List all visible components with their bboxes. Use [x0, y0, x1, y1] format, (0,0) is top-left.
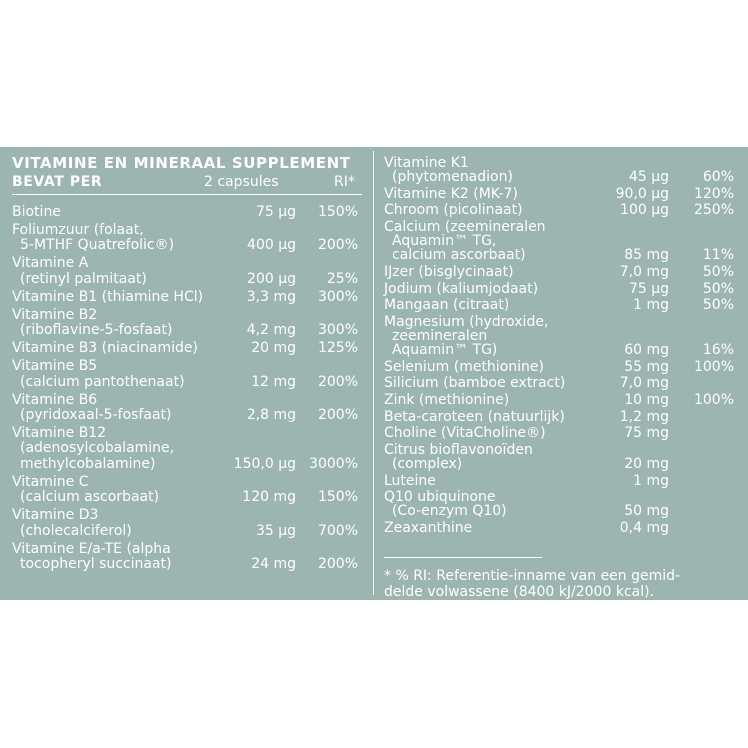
nutrient-ri: 200% [317, 237, 358, 254]
nutrient-amount: 200 µg [247, 270, 296, 287]
nutrient-name: Vitamine B2 [12, 306, 98, 323]
nutrient-ri: 300% [317, 322, 358, 339]
nutrient-amount: 20 mg [624, 456, 669, 472]
nutrient-name: Vitamine B5 [12, 358, 98, 375]
nutrient-name: (Co-enzym Q10) [392, 503, 507, 520]
nutrient-name: (riboflavine-5-fosfaat) [20, 322, 173, 339]
nutrient-ri: 100% [693, 358, 734, 375]
footnote-line: * % RI: Referentie-inname van een gemid- [384, 568, 681, 584]
nutrient-name: Biotine [12, 204, 61, 220]
nutrient-name: Zeaxanthine [384, 520, 473, 536]
nutrient-amount: 1,2 mg [619, 408, 669, 425]
nutrient-name: Vitamine K2 (MK-7) [384, 185, 518, 202]
nutrient-amount: 400 µg [247, 237, 296, 254]
nutrient-name: (retinyl palmitaat) [20, 270, 147, 287]
serving-label: BEVAT PER [12, 174, 103, 190]
nutrient-amount: 75 mg [624, 425, 669, 442]
nutrient-amount: 90,0 µg [615, 185, 669, 202]
nutrient-ri: 120% [693, 185, 734, 202]
nutrient-name: (phytomenadion) [392, 169, 513, 186]
ri-header: RI* [334, 174, 355, 190]
nutrient-name: Vitamine B3 (niacinamide) [12, 340, 198, 357]
nutrient-ri: 150% [317, 204, 358, 220]
nutrient-amount: 7,0 mg [619, 375, 669, 392]
nutrient-name: Calcium (zeemineralen [384, 219, 546, 235]
nutrient-ri: 50% [702, 264, 734, 280]
nutrient-name: Vitamine B1 (thiamine HCl) [12, 288, 204, 305]
nutrient-ri: 200% [317, 556, 358, 572]
nutrient-ri: 3000% [309, 455, 358, 472]
nutrient-amount: 75 µg [628, 280, 669, 297]
nutrient-name: Beta-caroteen (natuurlijk) [384, 408, 565, 425]
nutrient-name: (pyridoxaal-5-fosfaat) [20, 407, 172, 423]
nutrient-name: Vitamine D3 [12, 507, 99, 524]
nutrient-name: (adenosylcobalamine, [20, 440, 175, 457]
nutrient-name: (complex) [392, 456, 463, 472]
nutrient-ri: 100% [693, 392, 734, 408]
nutrient-amount: 2,8 mg [246, 407, 296, 423]
nutrient-name: Aquamin™ TG, [392, 233, 497, 250]
nutrient-name: Vitamine B12 [12, 425, 107, 441]
nutrient-amount: 120 mg [242, 489, 296, 506]
nutrient-name: Q10 ubiquinone [384, 489, 496, 506]
nutrient-name: Foliumzuur (folaat, [12, 222, 144, 238]
nutrient-name: Magnesium (hydroxide, [384, 313, 549, 330]
nutrient-name: 5-MTHF Quatrefolic®) [20, 237, 175, 254]
right-nutrient-list [0, 147, 748, 600]
nutrient-name: tocopheryl succinaat) [20, 556, 172, 572]
nutrient-amount: 7,0 mg [619, 264, 669, 280]
nutrient-amount: 10 mg [624, 392, 669, 408]
nutrient-amount: 1 mg [633, 472, 669, 489]
nutrient-amount: 35 µg [255, 522, 296, 539]
nutrient-ri: 11% [702, 247, 734, 264]
nutrient-name: (cholecalciferol) [20, 522, 132, 539]
nutrient-name: Choline (VitaCholine®) [384, 425, 546, 442]
nutrient-ri: 200% [317, 373, 358, 390]
nutrient-name: Selenium (methionine) [384, 358, 544, 375]
nutrient-name: methylcobalamine) [20, 455, 156, 472]
nutrient-amount: 12 mg [251, 373, 296, 390]
nutrient-amount: 3,3 mg [246, 288, 296, 305]
nutrient-amount: 1 mg [633, 297, 669, 314]
nutrient-name: Luteine [384, 472, 436, 489]
nutrient-name: Aquamin™ TG) [392, 342, 498, 359]
nutrient-ri: 250% [693, 202, 734, 219]
nutrient-name: (calcium ascorbaat) [20, 489, 160, 506]
footnote-line: delde volwassene (8400 kJ/2000 kcal). [384, 584, 655, 600]
nutrient-ri: 25% [326, 270, 358, 287]
nutrient-name: Citrus bioflavonoïden [384, 441, 533, 458]
nutrient-name: calcium ascorbaat) [392, 247, 526, 264]
nutrient-name: IJzer (bisglycinaat) [384, 264, 514, 280]
nutrient-amount: 4,2 mg [246, 322, 296, 339]
nutrient-ri: 700% [317, 522, 358, 539]
nutrient-name: Vitamine B6 [12, 391, 98, 408]
nutrient-name: Vitamine A [12, 255, 89, 272]
nutrient-ri: 60% [702, 169, 734, 186]
serving-unit: 2 capsules [204, 174, 279, 190]
nutrient-amount: 45 µg [628, 169, 669, 186]
nutrient-name: zeemineralen [392, 328, 488, 344]
nutrient-name: Zink (methionine) [384, 392, 510, 408]
nutrient-amount: 100 µg [620, 202, 669, 219]
nutrient-name: (calcium pantothenaat) [20, 373, 185, 390]
nutrient-ri: 50% [702, 297, 734, 314]
nutrient-amount: 150,0 µg [233, 455, 296, 472]
nutrient-ri: 16% [702, 342, 734, 359]
nutrient-amount: 0,4 mg [619, 520, 669, 536]
nutrient-name: Silicium (bamboe extract) [384, 375, 566, 392]
nutrient-amount: 55 mg [624, 358, 669, 375]
nutrient-amount: 60 mg [624, 342, 669, 359]
nutrient-amount: 24 mg [251, 556, 296, 572]
nutrient-amount: 20 mg [251, 340, 296, 357]
nutrient-amount: 50 mg [624, 503, 669, 520]
nutrient-ri: 50% [702, 280, 734, 297]
nutrient-name: Vitamine E/a-TE (alpha [12, 540, 171, 557]
nutrient-ri: 300% [317, 288, 358, 305]
nutrient-name: Chroom (picolinaat) [384, 202, 523, 219]
nutrient-ri: 200% [317, 407, 358, 423]
table-title: VITAMINE EN MINERAAL SUPPLEMENT [12, 154, 351, 172]
nutrient-amount: 75 µg [255, 204, 296, 220]
nutrient-name: Mangaan (citraat) [384, 297, 510, 314]
nutrient-ri: 125% [317, 340, 358, 357]
supplement-facts-panel [0, 147, 748, 600]
nutrient-ri: 150% [317, 489, 358, 506]
nutrient-name: Jodium (kaliumjodaat) [384, 280, 539, 297]
nutrient-name: Vitamine C [12, 473, 89, 490]
nutrient-amount: 85 mg [624, 247, 669, 264]
nutrient-name: Vitamine K1 [384, 155, 469, 171]
